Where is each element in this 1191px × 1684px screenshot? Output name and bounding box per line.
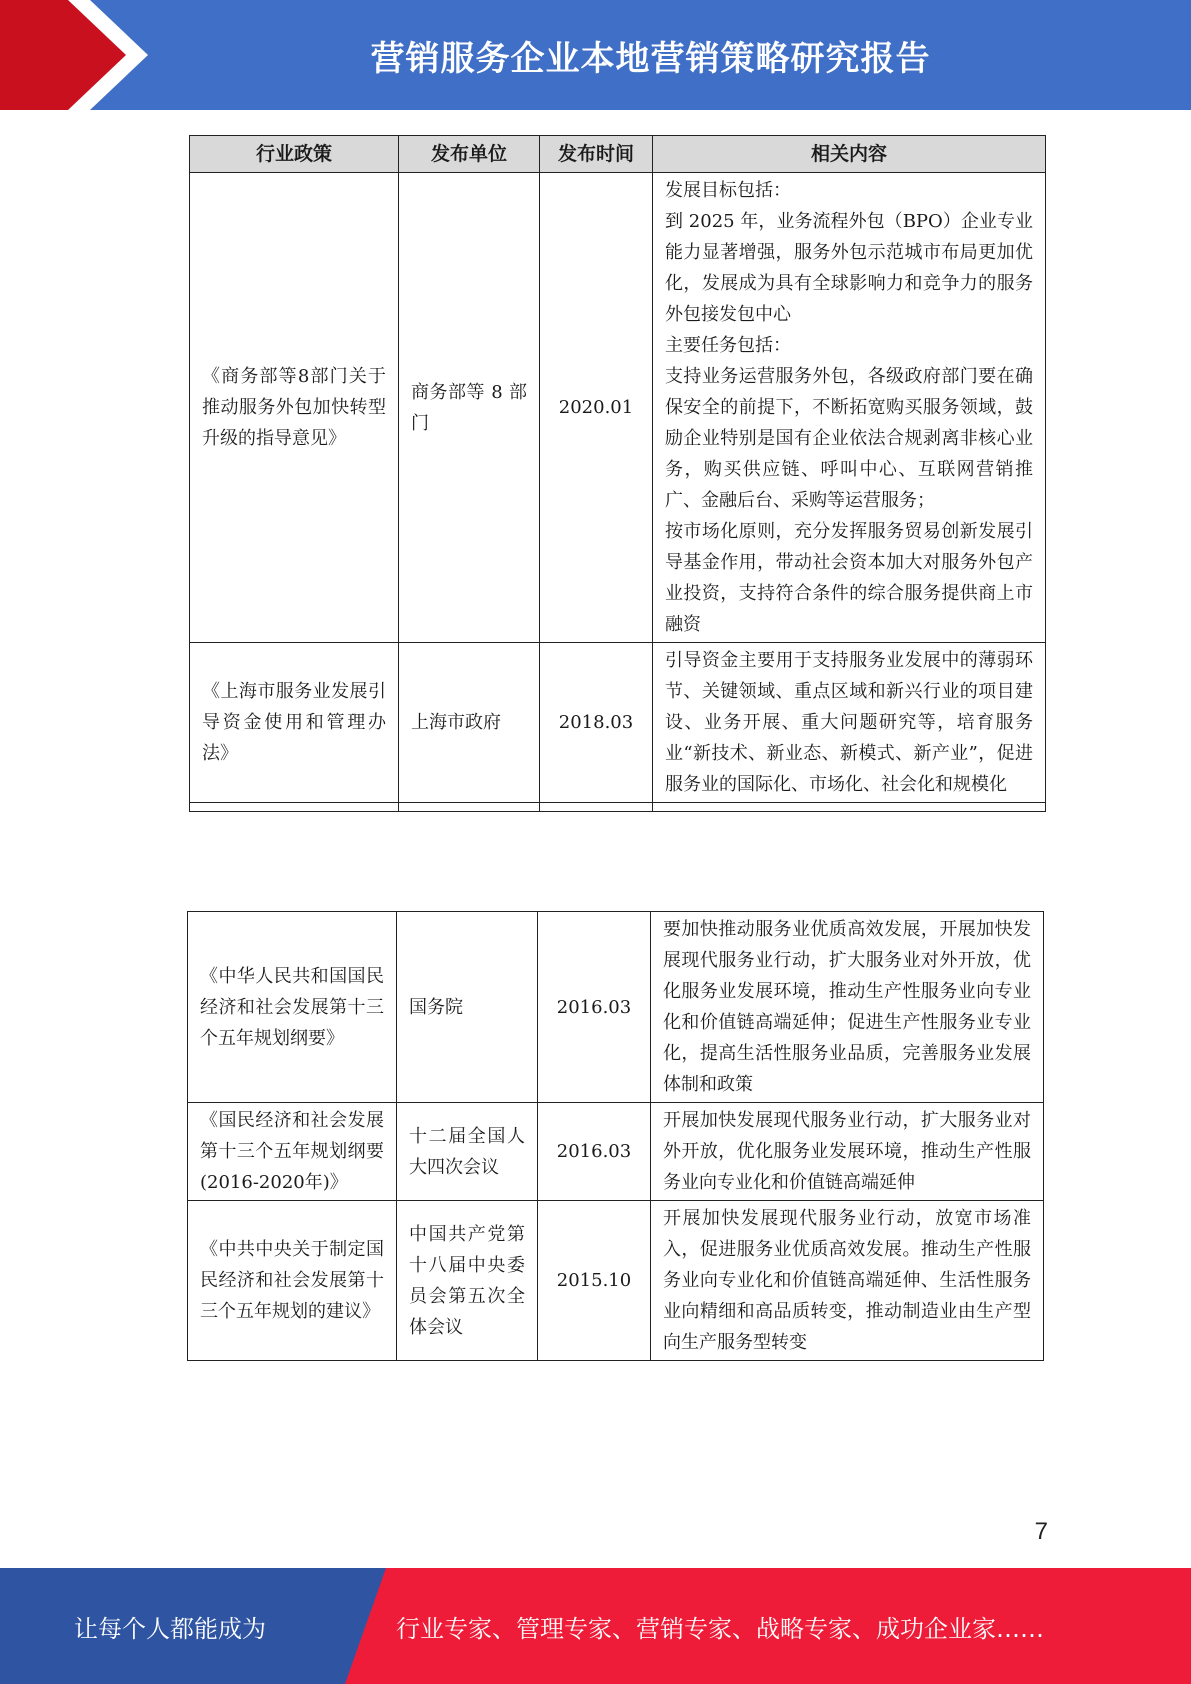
content-line: 引导资金主要用于支持服务业发展中的薄弱环节、关键领域、重点区域和新兴行业的项目建设、业务开展、重大问题研究等，培育服务业“新技术、新业态、新模式、新产业”，促进服务业的国际化、市场化、社会化和规模化: [665, 650, 1033, 795]
report-title: 营销服务企业本地营销策略研究报告: [370, 38, 931, 79]
page-number: 7: [1034, 1518, 1048, 1545]
policy-date: 2015.10: [538, 1201, 651, 1361]
column-header-content: 相关内容: [653, 136, 1046, 173]
column-header-issuer: 发布单位: [399, 136, 540, 173]
policy-issuer: 国务院: [397, 912, 538, 1103]
policy-issuer: 商务部等 8 部门: [399, 173, 540, 643]
policy-table-part-2: [187, 911, 1044, 1361]
policy-name: 《上海市服务业发展引导资金使用和管理办法》: [190, 643, 399, 803]
policy-issuer: 中国共产党第十八届中央委员会第五次全体会议: [397, 1201, 538, 1361]
policy-content: [651, 912, 1044, 1103]
policy-date: 2020.01: [540, 173, 653, 643]
policy-name: 《中共中央关于制定国民经济和社会发展第十三个五年规划的建议》: [188, 1201, 397, 1361]
content-line: 开展加快发展现代服务业行动，放宽市场准入，促进服务业优质高效发展。推动生产性服务业向专业化和价值链高端延伸、生活性服务业向精细和高品质转变，推动制造业由生产型向生产服务型转变: [663, 1208, 1031, 1353]
page-header: [0, 0, 1191, 110]
table-row: [188, 1103, 1044, 1201]
policy-date: 2016.03: [538, 912, 651, 1103]
footer-slogan-left: 让每个人都能成为: [74, 1614, 266, 1643]
column-header-date: 发布时间: [540, 136, 653, 173]
content-line: 按市场化原则，充分发挥服务贸易创新发展引导基金作用，带动社会资本加大对服务外包产业投资，支持符合条件的综合服务提供商上市融资: [665, 521, 1033, 635]
page-footer: [0, 1568, 1191, 1684]
content-line: 到 2025 年，业务流程外包（BPO）企业专业能力显著增强，服务外包示范城市布局更加优化，发展成为具有全球影响力和竞争力的服务外包接发包中心: [665, 211, 1033, 325]
content-line: 要加快推动服务业优质高效发展，开展加快发展现代服务业行动，扩大服务业对外开放，优化服务业发展环境，推动生产性服务业向专业化和价值链高端延伸；促进生产性服务业专业化，提高生活性服务业品质，完善服务业发展体制和政策: [663, 919, 1031, 1095]
policy-issuer: 十二届全国人大四次会议: [397, 1103, 538, 1201]
content-line: 发展目标包括：: [665, 180, 791, 201]
policy-table-part-1: [189, 135, 1046, 812]
policy-issuer: 上海市政府: [399, 643, 540, 803]
policy-content: [653, 173, 1046, 643]
table-continuation-stub: [190, 803, 1046, 812]
policy-name: 《中华人民共和国国民经济和社会发展第十三个五年规划纲要》: [188, 912, 397, 1103]
policy-date: 2016.03: [538, 1103, 651, 1201]
table-row: [188, 1201, 1044, 1361]
header-chevron-decoration: [0, 0, 160, 110]
table-row: [190, 643, 1046, 803]
table-row: [190, 173, 1046, 643]
content-line: 支持业务运营服务外包，各级政府部门要在确保安全的前提下，不断拓宽购买服务领域，鼓励企业特别是国有企业依法合规剥离非核心业务，购买供应链、呼叫中心、互联网营销推广、金融后台、采购等运营服务；: [665, 366, 1033, 511]
policy-name: 《国民经济和社会发展第十三个五年规划纲要(2016-2020年)》: [188, 1103, 397, 1201]
content-line: 开展加快发展现代服务业行动，扩大服务业对外开放，优化服务业发展环境，推动生产性服务业向专业化和价值链高端延伸: [663, 1110, 1031, 1193]
column-header-policy: 行业政策: [190, 136, 399, 173]
policy-name: 《商务部等8部门关于推动服务外包加快转型升级的指导意见》: [190, 173, 399, 643]
table-row: [188, 912, 1044, 1103]
policy-content: [653, 643, 1046, 803]
content-line: 主要任务包括：: [665, 335, 791, 356]
table-header-row: [190, 136, 1046, 173]
policy-content: [651, 1201, 1044, 1361]
footer-slogan-right: 行业专家、管理专家、营销专家、战略专家、成功企业家……: [396, 1614, 1044, 1643]
policy-date: 2018.03: [540, 643, 653, 803]
policy-content: [651, 1103, 1044, 1201]
